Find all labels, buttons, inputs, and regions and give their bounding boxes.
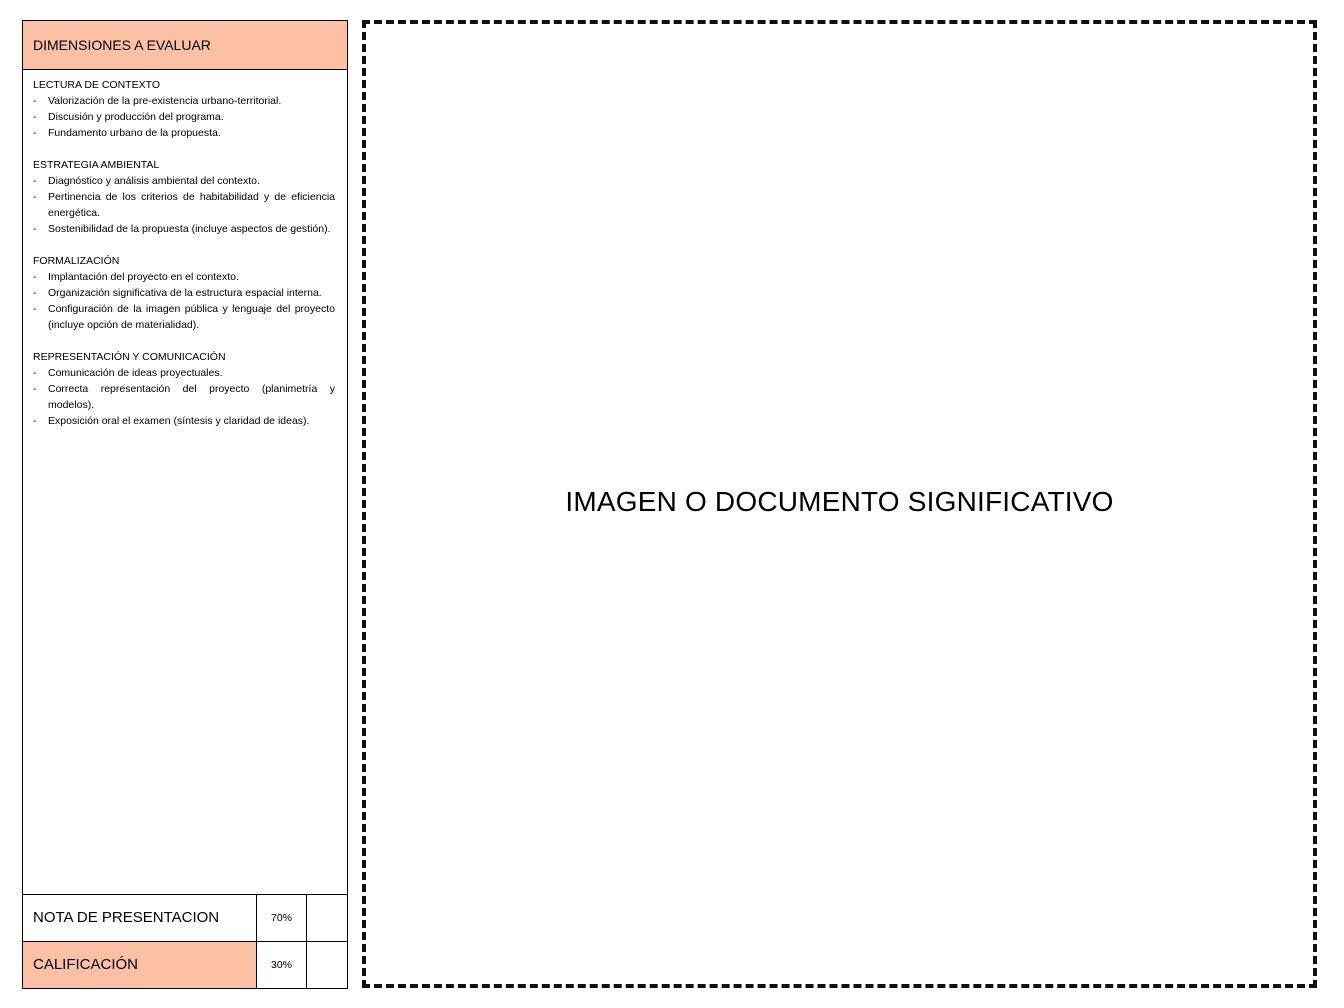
presentation-grade-label: NOTA DE PRESENTACION [23, 895, 257, 941]
section-title: LECTURA DE CONTEXTO [33, 79, 160, 91]
bullet-dash: - [33, 303, 37, 315]
evaluation-rubric [22, 20, 348, 989]
bullet-dash: - [33, 287, 37, 299]
bullet-dash: - [33, 271, 37, 283]
bullet-dash: - [33, 223, 37, 235]
final-grade-cell[interactable] [307, 942, 347, 988]
criteria-item: - Exposición oral el examen (síntesis y claridad de ideas). [33, 415, 310, 427]
image-placeholder-frame[interactable] [362, 20, 1317, 988]
bullet-dash: - [33, 175, 37, 187]
criteria-section [33, 253, 335, 333]
criteria-item: - Correcta representación del proyecto (planimetría y modelos). [33, 383, 335, 411]
bullet-dash: - [33, 415, 37, 427]
criteria-item: - Discusión y producción del programa. [33, 111, 224, 123]
criteria-section [33, 157, 335, 237]
bullet-dash: - [33, 111, 37, 123]
criteria-item: - Diagnóstico y análisis ambiental del contexto. [33, 175, 260, 187]
criteria-item: - Sostenibilidad de la propuesta (incluye aspectos de gestión). [33, 223, 331, 235]
rubric-header: DIMENSIONES A EVALUAR [23, 21, 347, 70]
criteria-list [23, 70, 347, 895]
final-grade-row [23, 941, 347, 988]
bullet-dash: - [33, 367, 37, 379]
criteria-section [33, 349, 335, 429]
section-title: FORMALIZACIÓN [33, 255, 120, 267]
criteria-item: - Configuración de la imagen pública y lenguaje del proyecto (incluye opción de materialidad). [33, 303, 335, 331]
presentation-weight: 70% [257, 895, 307, 941]
criteria-item: - Organización significativa de la estructura espacial interna. [33, 287, 322, 299]
criteria-item: - Implantación del proyecto en el contexto. [33, 271, 239, 283]
criteria-item: - Comunicación de ideas proyectuales. [33, 367, 223, 379]
criteria-section [33, 77, 335, 141]
presentation-grade-cell[interactable] [307, 895, 347, 941]
image-placeholder-label: IMAGEN O DOCUMENTO SIGNIFICATIVO [565, 486, 1114, 517]
presentation-grade-row [23, 894, 347, 941]
criteria-item: - Pertinencia de los criterios de habitabilidad y de eficiencia energética. [33, 191, 335, 219]
section-title: ESTRATEGIA AMBIENTAL [33, 159, 160, 171]
bullet-dash: - [33, 127, 37, 139]
bullet-dash: - [33, 191, 37, 203]
criteria-item: - Fundamento urbano de la propuesta. [33, 127, 221, 139]
section-title: REPRESENTACIÓN Y COMUNICACIÓN [33, 351, 226, 363]
bullet-dash: - [33, 95, 37, 107]
bullet-dash: - [33, 383, 37, 395]
criteria-item: - Valorización de la pre-existencia urbano-territorial. [33, 95, 282, 107]
final-grade-weight: 30% [257, 942, 307, 988]
final-grade-label: CALIFICACIÓN [23, 942, 257, 988]
